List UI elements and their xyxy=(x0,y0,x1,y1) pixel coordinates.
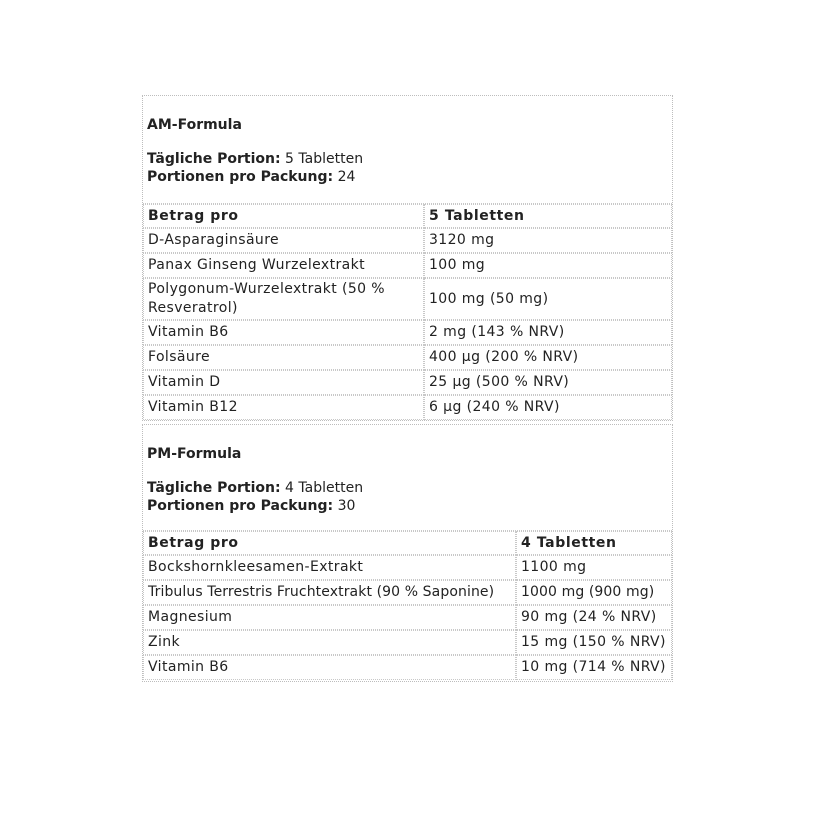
pm-formula-title: PM-Formula xyxy=(147,446,242,462)
table-row xyxy=(143,345,672,370)
column-header-serving: 4 Tabletten xyxy=(516,531,672,555)
column-header-amount-per: Betrag pro xyxy=(143,204,424,228)
table-row xyxy=(143,278,672,320)
table-row xyxy=(143,253,672,278)
ingredient-name: Panax Ginseng Wurzelextrakt xyxy=(143,253,424,278)
am-nutrition-table xyxy=(143,204,672,420)
column-header-serving: 5 Tabletten xyxy=(424,204,672,228)
ingredient-name: D-Asparaginsäure xyxy=(143,228,424,253)
ingredient-amount: 2 mg (143 % NRV) xyxy=(424,320,672,345)
table-row xyxy=(143,370,672,395)
ingredient-name: Zink xyxy=(143,630,516,655)
am-daily-portion-label: Tägliche Portion: xyxy=(147,151,281,167)
ingredient-amount: 100 mg (50 mg) xyxy=(424,278,672,320)
pm-servings-label: Portionen pro Packung: xyxy=(147,498,334,514)
am-daily-portion xyxy=(147,150,668,168)
ingredient-amount: 100 mg xyxy=(424,253,672,278)
table-row xyxy=(143,555,672,580)
column-header-amount-per: Betrag pro xyxy=(143,531,516,555)
ingredient-amount: 90 mg (24 % NRV) xyxy=(516,605,672,630)
am-servings-label: Portionen pro Packung: xyxy=(147,169,334,185)
ingredient-amount: 400 µg (200 % NRV) xyxy=(424,345,672,370)
ingredient-name: Vitamin B6 xyxy=(143,655,516,680)
ingredient-name: Vitamin D xyxy=(143,370,424,395)
pm-daily-portion-label: Tägliche Portion: xyxy=(147,480,281,496)
ingredient-amount: 25 µg (500 % NRV) xyxy=(424,370,672,395)
table-row xyxy=(143,320,672,345)
table-header-row xyxy=(143,531,672,555)
table-row xyxy=(143,395,672,420)
table-header-row xyxy=(143,204,672,228)
am-formula-title: AM-Formula xyxy=(147,117,242,133)
am-daily-portion-value: 5 Tabletten xyxy=(285,151,364,167)
ingredient-name: Polygonum-Wurzelextrakt (50 % Resveratrol) xyxy=(143,278,424,320)
table-row xyxy=(143,228,672,253)
ingredient-name: Vitamin B12 xyxy=(143,395,424,420)
ingredient-name: Vitamin B6 xyxy=(143,320,424,345)
ingredient-name: Tribulus Terrestris Fruchtextrakt (90 % Saponine) xyxy=(143,580,516,605)
pm-servings-per-pack xyxy=(147,497,668,515)
ingredient-amount: 1000 mg (900 mg) xyxy=(516,580,672,605)
ingredient-name: Folsäure xyxy=(143,345,424,370)
am-formula-header xyxy=(143,96,672,204)
ingredient-amount: 15 mg (150 % NRV) xyxy=(516,630,672,655)
pm-nutrition-table xyxy=(143,531,672,680)
ingredient-name: Magnesium xyxy=(143,605,516,630)
ingredient-amount: 10 mg (714 % NRV) xyxy=(516,655,672,680)
ingredient-amount: 6 µg (240 % NRV) xyxy=(424,395,672,420)
pm-daily-portion-value: 4 Tabletten xyxy=(285,480,364,496)
ingredient-amount: 1100 mg xyxy=(516,555,672,580)
table-row xyxy=(143,655,672,680)
ingredient-amount: 3120 mg xyxy=(424,228,672,253)
am-formula-panel xyxy=(142,95,673,421)
pm-servings-value: 30 xyxy=(337,498,356,514)
pm-daily-portion xyxy=(147,479,668,497)
table-row xyxy=(143,580,672,605)
table-row xyxy=(143,630,672,655)
am-servings-value: 24 xyxy=(337,169,356,185)
table-row xyxy=(143,605,672,630)
pm-formula-panel xyxy=(142,424,673,682)
am-servings-per-pack xyxy=(147,168,668,186)
pm-formula-header xyxy=(143,425,672,531)
ingredient-name: Bockshornkleesamen-Extrakt xyxy=(143,555,516,580)
